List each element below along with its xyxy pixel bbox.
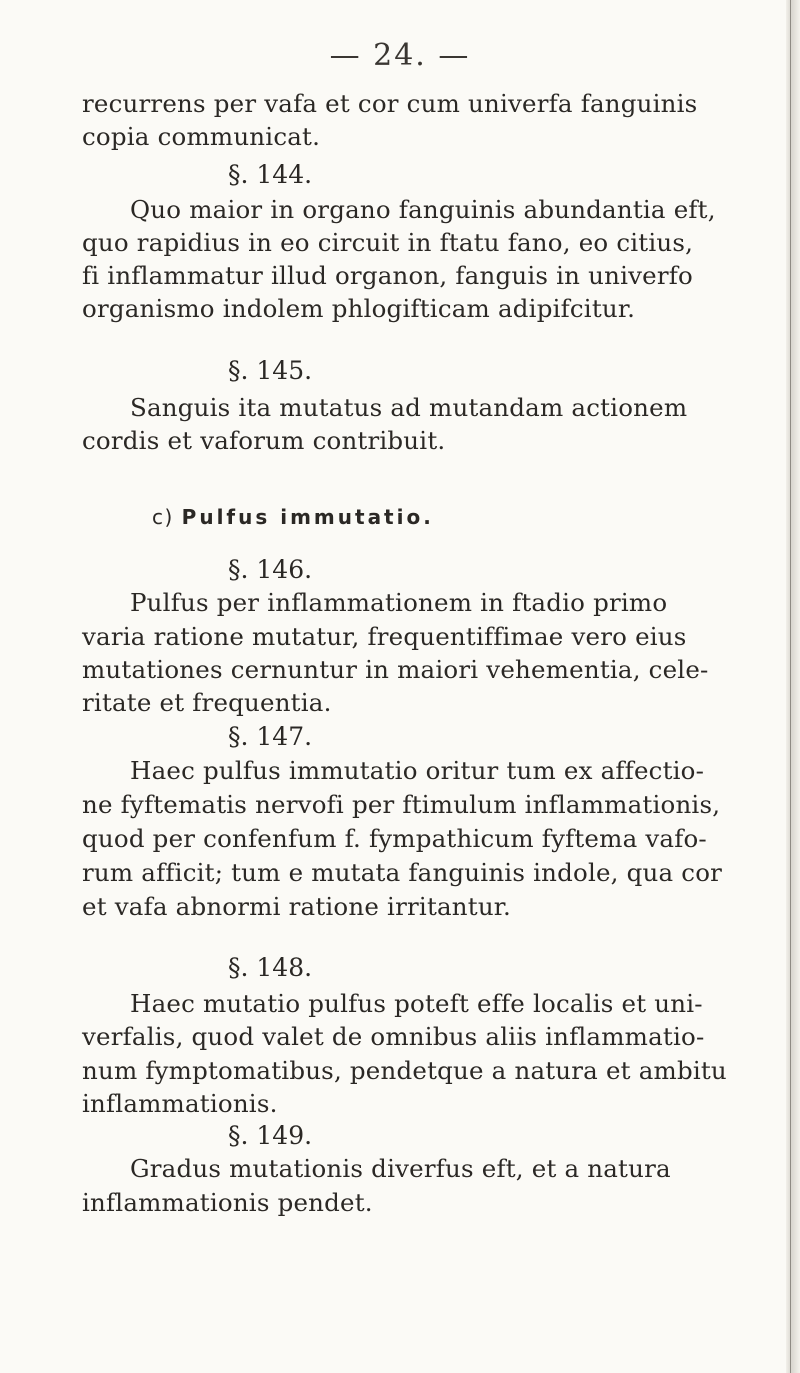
subheading-label: c) <box>152 505 174 529</box>
text-line: mutationes cernuntur in maiori vehementia, cele- <box>82 655 709 684</box>
text-line: num fymptomatibus, pendetque a natura et ambitu <box>82 1056 727 1085</box>
subheading <box>152 505 434 529</box>
section-number: §. 144. <box>228 160 313 189</box>
text-line: ritate et frequentia. <box>82 688 332 717</box>
section-number: §. 145. <box>228 356 313 385</box>
section-number: §. 149. <box>228 1121 313 1150</box>
text-line: quo rapidius in eo circuit in ftatu fano, eo citius, <box>82 228 694 257</box>
text-line: ne fyftematis nervofi per ftimulum inflammationis, <box>82 790 721 819</box>
text-line: rum afficit; tum e mutata fanguinis indole, qua cor <box>82 858 723 887</box>
text-line: Pulfus per inflammationem in ftadio primo <box>130 588 668 617</box>
text-line: inflammationis. <box>82 1089 278 1118</box>
text-line: varia ratione mutatur, frequentiffimae vero eius <box>82 622 687 651</box>
text-line: Haec pulfus immutatio oritur tum ex affectio- <box>130 756 705 785</box>
text-line: cordis et vaforum contribuit. <box>82 426 446 455</box>
section-number: §. 147. <box>228 722 313 751</box>
text-line: Quo maior in organo fanguinis abundantia eft, <box>130 195 716 224</box>
section-number: §. 148. <box>228 953 313 982</box>
text-line: copia communicat. <box>82 122 321 151</box>
text-line: fi inflammatur illud organon, fanguis in univerfo <box>82 261 693 290</box>
text-line: verfalis, quod valet de omnibus aliis inflammatio- <box>82 1022 705 1051</box>
subheading-title: Pulfus immutatio. <box>181 505 434 529</box>
text-line: organismo indolem phlogifticam adipifcitur. <box>82 294 636 323</box>
text-line: Sanguis ita mutatus ad mutandam actionem <box>130 393 688 422</box>
text-line: quod per confenfum f. fympathicum fyftema vafo- <box>82 824 707 853</box>
text-line: recurrens per vafa et cor cum univerfa fanguinis <box>82 89 698 118</box>
section-number: §. 146. <box>228 555 313 584</box>
text-line: Haec mutatio pulfus poteft effe localis et uni- <box>130 989 703 1018</box>
page-number-header: — 24. — <box>329 38 471 73</box>
text-line: inflammationis pendet. <box>82 1188 373 1217</box>
text-line: et vafa abnormi ratione irritantur. <box>82 892 512 921</box>
text-line: Gradus mutationis diverfus eft, et a natura <box>130 1154 671 1183</box>
